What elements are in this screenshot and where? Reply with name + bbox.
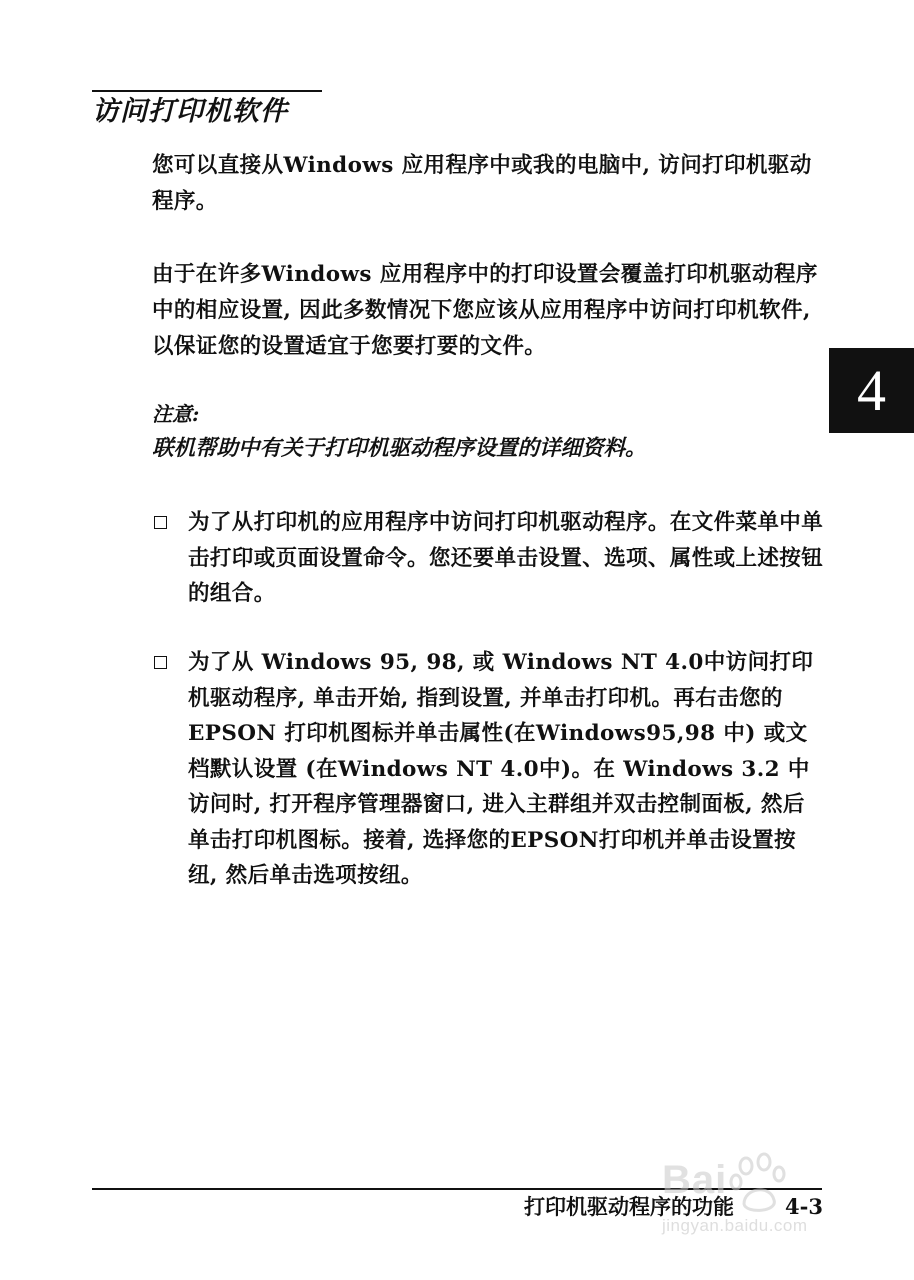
chapter-tab: 4 [829, 348, 914, 433]
settings-paragraph: 由于在许多Windows 应用程序中的打印设置会覆盖打印机驱动程序中的相应设置, 因此多数情况下您应该从应用程序中访问打印机软件, 以保证您的设置适宜于您要打要的文件。 [152, 262, 818, 359]
intro-paragraph: 您可以直接从Windows 应用程序中或我的电脑中, 访问打印机驱动程序。 [152, 153, 812, 214]
note-label: 注意: [152, 402, 200, 426]
note-text: 联机帮助中有关于打印机驱动程序设置的详细资料。 [152, 436, 647, 461]
baidu-watermark [662, 1148, 862, 1258]
watermark-url: jingyan.baidu.com [662, 1216, 808, 1235]
section-title: 访问打印机软件 [92, 96, 288, 127]
paw-icon [724, 1148, 794, 1218]
footer-title: 打印机驱动程序的功能 [524, 1194, 734, 1219]
heading-rule [92, 90, 322, 92]
checkbox-bullet-icon [154, 516, 167, 529]
bullet-text: 为了从 Windows 95, 98, 或 Windows NT 4.0中访问打印机驱动程序, 单击开始, 指到设置, 并单击打印机。再右击您的 EPSON 打印机图标并单击属性(在Windows95,98 中) 或文档默认设置 (在Windows NT 4.0中)。在 Windows 3.2 中访问时, 打开程序管理器窗口, 进入主群组并双击控制面板, 然后单击打印机图标。接着, 选择您的EPSON打印机并单击设置按纽, 然后单击选项按纽。 [188, 650, 814, 888]
watermark-logo: Bai [662, 1158, 728, 1202]
page-number: 4-3 [785, 1194, 823, 1219]
checkbox-bullet-icon [154, 656, 167, 669]
bullet-text: 为了从打印机的应用程序中访问打印机驱动程序。在文件菜单中单击打印或页面设置命令。您还要单击设置、选项、属性或上述按钮的组合。 [188, 510, 824, 606]
